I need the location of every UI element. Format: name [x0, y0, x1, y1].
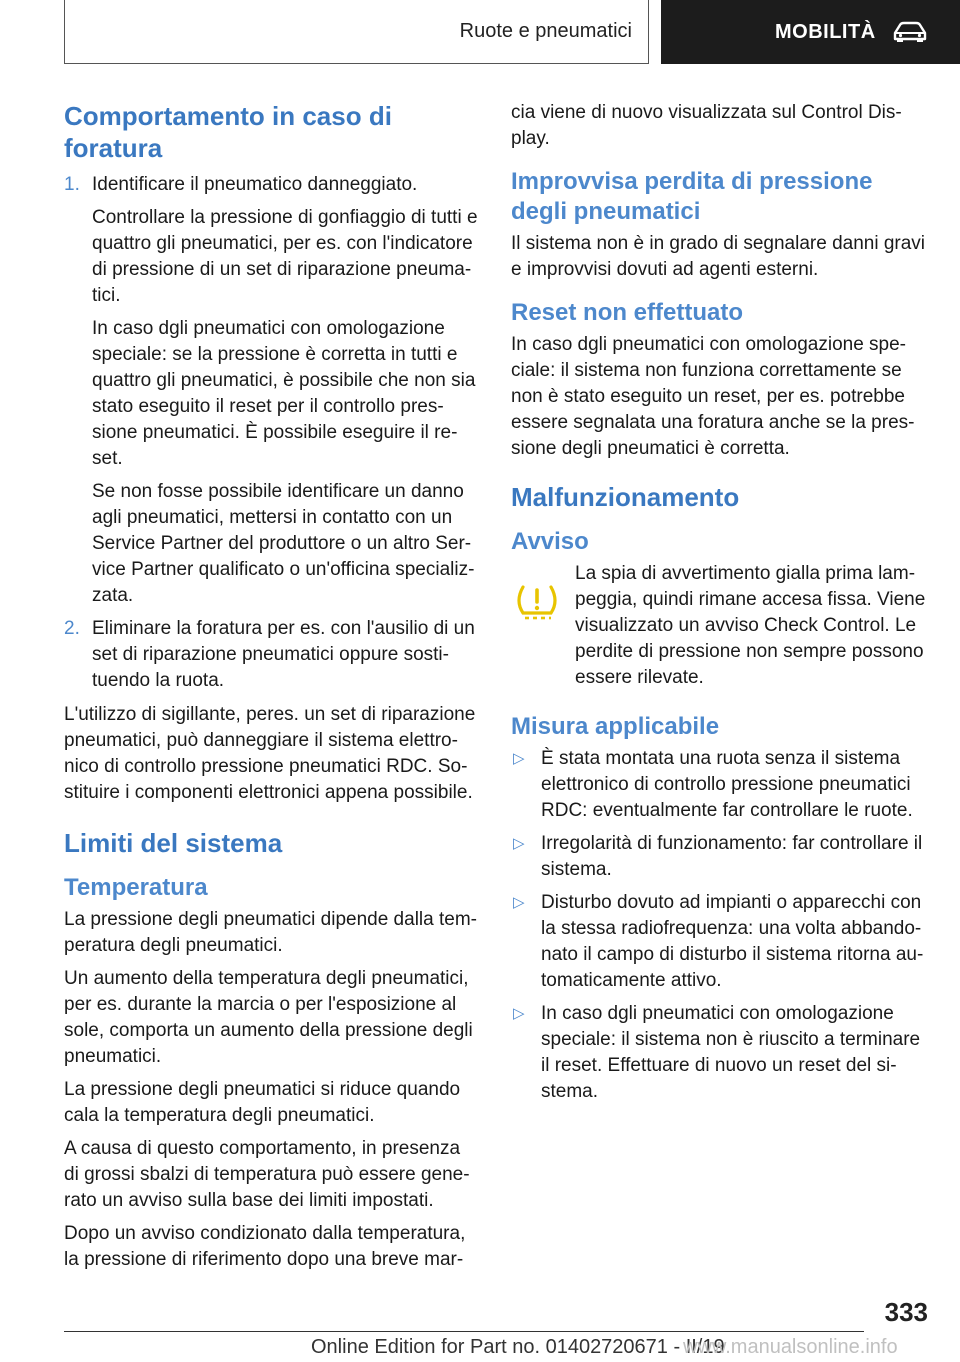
avviso-text: La spia di avvertimento gialla prima lam‐peggia, quindi rimane accesa fissa. Viene visualizzato un avviso Check Control. Le perdite di pressione non sempre possono essere rilevate. — [575, 563, 926, 688]
triangle-bullet-icon: ▷ — [513, 750, 525, 767]
list-item-text: Irregolarità di funzionamento: far controllare il sistema. — [541, 833, 923, 880]
page-number: 333 — [884, 1297, 928, 1327]
triangle-bullet-icon: ▷ — [513, 894, 525, 911]
step-text: In caso dgli pneumatici con omologazione speciale: se la pressione è corretta in tutti e quattro gli pneumatici, è possibile che non sia stato eseguito il reset per il controllo pres‐sione pneumatici. È possibile eseguire il re‐set. — [92, 318, 476, 469]
sigillante-text: L'utilizzo di sigillante, peres. un set di riparazione pneumatici, può danneggiare il sistema elettro‐nico di controllo pressione pneumatici RDC. So‐stituire i componenti elettronici appena possibile. — [64, 704, 476, 803]
triangle-bullet-icon: ▷ — [513, 835, 525, 852]
header-section-tab — [64, 0, 649, 64]
header-chapter-title: MOBILITÀ — [775, 20, 876, 43]
continuation-text: cia viene di nuovo visualizzata sul Control Dis‐play. — [511, 102, 902, 149]
footer-divider — [64, 1331, 864, 1332]
header-chapter-tab — [661, 0, 960, 64]
heading-avviso: Avviso — [511, 528, 589, 555]
temperature-paragraph: A causa di questo comportamento, in presenza di grossi sbalzi di temperatura può essere gene‐rato un avviso sulla base dei limiti impostati. — [64, 1138, 470, 1211]
triangle-bullet-icon: ▷ — [513, 1005, 525, 1022]
warning-block — [511, 561, 928, 698]
step-text: Eliminare la foratura per es. con l'ausilio di un set di riparazione pneumatici oppure sosti‐tuendo la ruota. — [92, 618, 475, 691]
tire-pressure-warning-icon — [513, 581, 561, 621]
left-column — [64, 100, 478, 1280]
temperature-paragraph: Un aumento della temperatura degli pneumatici, per es. durante la marcia o per l'esposizione al sole, comporta un aumento della pressione degli pneumatici. — [64, 968, 473, 1067]
step-text: Controllare la pressione di gonfiaggio di tutti e quattro gli pneumatici, per es. con l'indicatore di pressione di un set di riparazione pneuma‐tici. — [92, 207, 478, 306]
heading-limiti: Limiti del sistema — [64, 828, 283, 858]
footer-edition: Online Edition for Part no. 01402720671 - II/19 — [311, 1336, 725, 1358]
list-item — [511, 746, 928, 824]
step-text: Identificare il pneumatico danneggiato. — [92, 174, 418, 195]
heading-reset: Reset non effettuato — [511, 299, 744, 326]
temperature-paragraph: Dopo un avviso condizionato dalla temperatura, la pressione di riferimento dopo una breve mar‐ — [64, 1223, 466, 1270]
misura-list — [511, 746, 928, 1105]
improvvisa-text: Il sistema non è in grado di segnalare danni gravi e improvvisi dovuti ad agenti esterni. — [511, 233, 926, 280]
heading-malfunzionamento: Malfunzionamento — [511, 482, 740, 512]
heading-temperatura: Temperatura — [64, 874, 208, 901]
steps-list — [64, 172, 478, 694]
header-section-title: Ruote e pneumatici — [459, 20, 632, 42]
temperature-paragraph: La pressione degli pneumatici dipende dalla tem‐peratura degli pneumatici. — [64, 909, 477, 956]
step-item — [64, 172, 478, 609]
temperature-paragraph: La pressione degli pneumatici si riduce quando cala la temperatura degli pneumatici. — [64, 1079, 461, 1126]
step-text: Se non fosse possibile identificare un danno agli pneumatici, mettersi in contatto con un Service Partner del produttore o un altro Ser‐vice Partner qualificato o un'officina specializ‐zata. — [92, 481, 475, 606]
reset-text: In caso dgli pneumatici con omologazione spe‐ciale: il sistema non funziona correttamente se non è stato eseguito un reset, per es. potrebbe essere segnalata una foratura anche se la pres‐sione degli pneumatici è corretta. — [511, 334, 915, 459]
list-item — [511, 890, 928, 994]
list-item — [511, 1001, 928, 1105]
step-item — [64, 616, 478, 694]
car-icon — [892, 21, 928, 43]
watermark: www.manualsonline.info — [683, 1336, 898, 1358]
step-number: 1. — [64, 174, 80, 195]
list-item — [511, 831, 928, 883]
right-column — [511, 100, 928, 1112]
heading-misura: Misura applicabile — [511, 713, 720, 740]
list-item-text: Disturbo dovuto ad impianti o apparecchi con la stessa radiofrequenza: una volta abbando‐nato il campo di disturbo il sistema ritorna au‐tomaticamente attivo. — [541, 892, 924, 991]
list-item-text: In caso dgli pneumatici con omologazione speciale: il sistema non è riuscito a terminare il reset. Effettuare di nuovo un reset del si‐stema. — [541, 1003, 921, 1102]
heading-comportamento: Comportamento in caso di foratura — [64, 101, 392, 163]
heading-improvvisa: Improvvisa perdita di pressione degli pneumatici — [511, 168, 873, 225]
step-number: 2. — [64, 618, 80, 639]
list-item-text: È stata montata una ruota senza il sistema elettronico di controllo pressione pneumatici RDC: eventualmente far controllare le ruote. — [541, 748, 913, 821]
